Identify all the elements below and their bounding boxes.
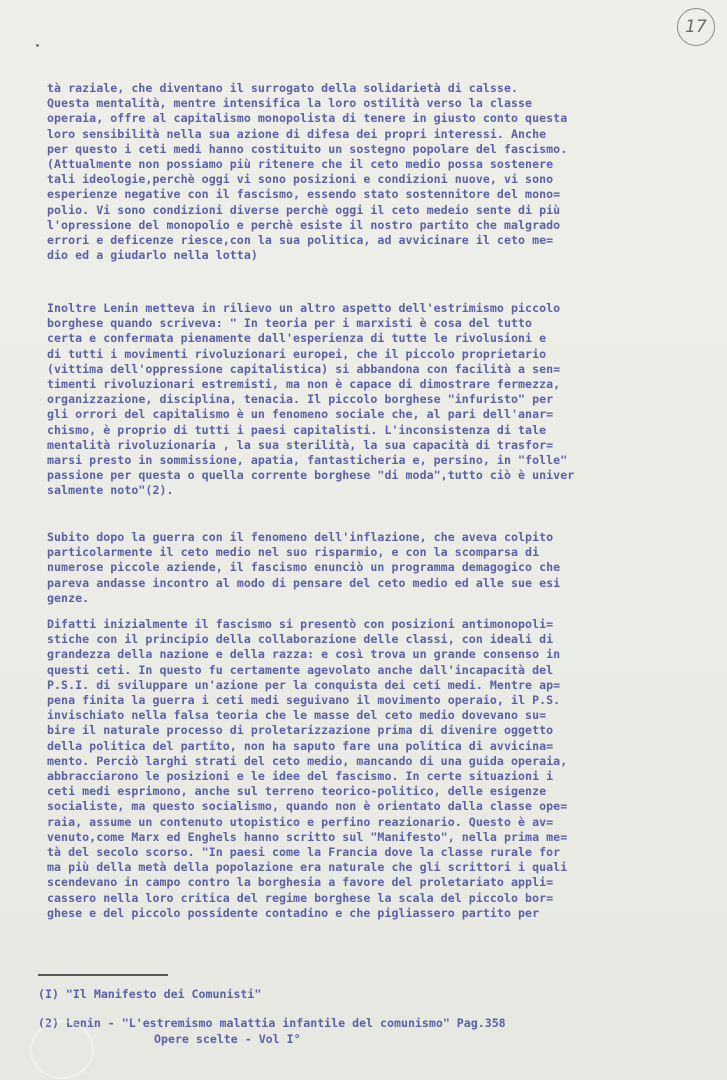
text-line: Questa mentalità, mentre intensifica la loro ostilità verso la classe xyxy=(47,96,533,111)
footnote-divider xyxy=(38,974,168,976)
text-line: stiche con il principio della collaborazione delle classi, con ideali di xyxy=(47,632,554,647)
text-line: pareva andasse incontro al modo di pensare del ceto medio ed alle sue esi xyxy=(47,575,561,590)
text-line: borghese quando scriveva: " In teoria per i marxisti è cosa del tutto xyxy=(47,316,533,331)
page-number-stamp: 17 xyxy=(677,8,715,46)
footnote-1: (I) "Il Manifesto dei Comunisti" xyxy=(38,987,262,1001)
footnote-2-continuation: Opere scelte - Vol I° xyxy=(154,1032,301,1046)
text-line: abbracciarono le posizioni e le idee del fascismo. In certe situazioni i xyxy=(47,769,554,784)
margin-mark xyxy=(36,44,39,47)
text-line: (Attualmente non possiamo più ritenere che il ceto medio possa sostenere xyxy=(47,157,554,172)
text-line: numerose piccole aziende, il fascismo enunciò un programma demagogico che xyxy=(47,560,561,575)
text-line: tali ideologie,perchè oggi vi sono posizioni e condizioni nuove, vi sono xyxy=(47,172,554,187)
text-line: certa e confermata pienamente dall'esperienza di tutte le rivolusioni e xyxy=(47,331,547,346)
text-line: cassero nella loro critica del regime borghese la scala del piccolo bor= xyxy=(47,890,554,905)
text-line: pena finita la guerra i ceti medi seguivano il movimento operaio, il P.S. xyxy=(47,693,561,708)
text-line: organizzazione, disciplina, tenacia. Il piccolo borghese "infuristo" per xyxy=(47,392,554,407)
text-line: venuto,come Marx ed Enghels hanno scritto sul "Manifesto", nella prima me= xyxy=(47,829,568,844)
paragraph-4 xyxy=(47,617,712,921)
text-line: di tutti i movimenti rivoluzionari europei, che il piccolo proprietario xyxy=(47,346,547,361)
text-line: genze. xyxy=(47,590,90,605)
stamp-watermark xyxy=(30,1020,94,1079)
paragraph-1 xyxy=(47,81,712,263)
text-line: timenti rivoluzionari estremisti, ma non è capace di dimostrare fermezza, xyxy=(47,377,561,392)
text-line: passione per questa o quella corrente borghese "di moda",tutto ciò è univer xyxy=(47,468,575,483)
text-line: errori e deficenze riesce,con la sua politica, ad avvicinare il ceto me= xyxy=(47,233,554,248)
text-line: marsi presto in sommissione, apatia, fantasticheria e, persino, in "folle" xyxy=(47,453,568,468)
text-line: mentalità rivoluzionaria , la sua sterilità, la sua capacità di trasfor= xyxy=(47,437,554,452)
text-line: invischiato nella falsa teoria che le masse del ceto medio dovevano su= xyxy=(47,708,547,723)
text-line: tà raziale, che diventano il surrogato della solidarietà di calsse. xyxy=(47,81,519,95)
text-line: socialiste, ma questo socialismo, quando non è orientato dalla classe ope= xyxy=(47,799,568,814)
text-line: grandezza della nazione e della razza: e così trova un grande consenso in xyxy=(47,647,561,662)
text-line: tà del secolo scorso. "In paesi come la Francia dove la classe rurale for xyxy=(47,845,561,860)
text-line: ghese e del piccolo possidente contadino e che pigliassero partito per xyxy=(47,905,540,920)
text-line: polio. Vi sono condizioni diverse perchè oggi il ceto medeio sente di più xyxy=(47,202,561,217)
text-line: ma più della metà della popolazione era naturale che gli scrittori i quali xyxy=(47,860,568,875)
text-line: mento. Perciò larghi strati del ceto medio, mancando di una guida operaia, xyxy=(47,753,568,768)
text-line: per questo i ceti medi hanno costituito un sostegno popolare del fascismo. xyxy=(47,141,568,156)
text-line: operaia, offre al capitalismo monopolista di tenere in giusto conto questa xyxy=(47,111,568,126)
text-line: (vittima dell'oppressione capitalistica) si abbandona con facilità a sen= xyxy=(47,361,561,376)
text-line: bire il naturale processo di proletarizzazione prima di divenire oggetto xyxy=(47,723,554,738)
paragraph-3 xyxy=(47,530,712,606)
text-line: della politica del partito, non ha saputo fare una politica di avvicina= xyxy=(47,738,554,753)
text-line: scendevano in campo contro la borghesia a favore del proletariato appli= xyxy=(47,875,554,890)
text-line: esperienze negative con il fascismo, essendo stato sostennitore del mono= xyxy=(47,187,561,202)
text-line: questi ceti. In questo fu certamente agevolato anche dall'incapacità del xyxy=(47,662,554,677)
text-line: P.S.I. di sviluppare un'azione per la conquista dei ceti medi. Mentre ap= xyxy=(47,677,561,692)
text-line: salmente noto"(2). xyxy=(47,483,174,498)
text-line: loro sensibilità nella sua azione di difesa dei propri interessi. Anche xyxy=(47,126,547,141)
text-line: dio ed a giudarlo nella lotta) xyxy=(47,248,258,263)
text-line: gli orrori del capitalismo è un fenomeno sociale che, al pari dell'anar= xyxy=(47,407,554,422)
footnote-2: (2) Lenin - "L'estremismo malattia infantile del comunismo" Pag.358 xyxy=(38,1016,506,1030)
text-line: particolarmente il ceto medio nel suo risparmio, e con la scomparsa di xyxy=(47,545,540,560)
paragraph-2 xyxy=(47,301,712,499)
text-line: Subito dopo la guerra con il fenomeno dell'inflazione, che aveva colpito xyxy=(47,530,554,544)
text-line: Inoltre Lenin metteva in rilievo un altro aspetto dell'estrimismo piccolo xyxy=(47,301,561,315)
text-line: Difatti inizialmente il fascismo si presentò con posizioni antimonopoli= xyxy=(47,617,554,631)
text-line: chismo, è proprio di tutti i paesi capitalisti. L'inconsistenza di tale xyxy=(47,422,547,437)
text-line: ceti medi esprimono, anche sul terreno teorico-politico, delle esigenze xyxy=(47,784,547,799)
text-line: l'opressione del monopolio e perchè esiste il nostro partito che malgrado xyxy=(47,217,561,232)
text-line: raia, assume un contenuto utopistico e perfino reazionario. Questo è av= xyxy=(47,814,554,829)
